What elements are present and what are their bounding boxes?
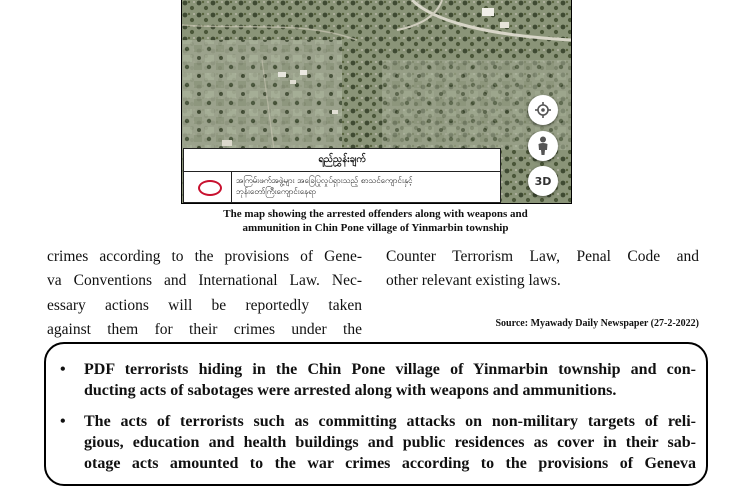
locate-icon	[534, 101, 552, 119]
legend-title: ရည်ညွှန်းချက်	[184, 149, 500, 172]
legend-text-line-1: အကြမ်းဖက်အဖွဲ့များ အခြေပြုလှုပ်ရှားသည့် စာသင်ကျောင်းနှင့်	[236, 176, 413, 185]
summary-item-2-line-2: gious, education and health buildings and public residences as cover in their sab-	[84, 434, 696, 451]
legend-description	[236, 175, 498, 197]
body-right-line: Counter Terrorism Law, Penal Code and	[386, 248, 699, 265]
summary-item-2-line-1: The acts of terrorists such as committing attacks on non-military targets of reli-	[84, 413, 696, 430]
body-left-line: against them for their crimes under the	[47, 320, 362, 338]
summary-item-1	[60, 359, 696, 401]
bullet-icon: •	[60, 413, 66, 430]
body-right-line: other relevant existing laws.	[386, 272, 561, 290]
satellite-map[interactable]	[181, 0, 572, 204]
summary-item-2-line-3: otage acts amounted to the war crimes according to the provisions of Geneva	[84, 455, 696, 472]
map-caption	[181, 207, 570, 235]
body-left-line: essary actions will be reportedly taken	[47, 296, 362, 314]
red-ellipse-marker-icon	[198, 180, 222, 196]
caption-line-1: The map showing the arrested offenders along with weapons and	[223, 208, 528, 220]
map-legend	[183, 148, 501, 203]
bullet-icon: •	[60, 361, 66, 378]
street-view-button[interactable]	[528, 131, 558, 161]
source-credit: Source: Myawady Daily Newspaper (27-2-2022)	[495, 318, 699, 329]
body-left-column	[47, 245, 362, 342]
caption-line-2: ammunition in Chin Pone village of Yinmarbin township	[242, 222, 509, 234]
body-left-line: crimes according to the provisions of Gene-	[47, 248, 362, 265]
summary-item-2	[60, 411, 696, 474]
summary-item-1-line-2: ducting acts of sabotages were arrested along with weapons and ammunitions.	[84, 382, 617, 399]
body-left-line: va Conventions and International Law. Nec-	[47, 272, 362, 290]
person-icon	[536, 136, 550, 156]
legend-symbol-cell	[184, 172, 232, 202]
summary-box	[44, 342, 708, 486]
3d-toggle-button[interactable]: 3D	[528, 166, 558, 196]
body-right-column	[386, 245, 699, 294]
legend-text-line-2: ဘုန်းတော်ကြီးကျောင်းနေရာ	[236, 187, 317, 196]
locate-button[interactable]	[528, 95, 558, 125]
legend-row	[184, 172, 500, 202]
summary-item-1-line-1: PDF terrorists hiding in the Chin Pone village of Yinmarbin township and con-	[84, 361, 696, 378]
